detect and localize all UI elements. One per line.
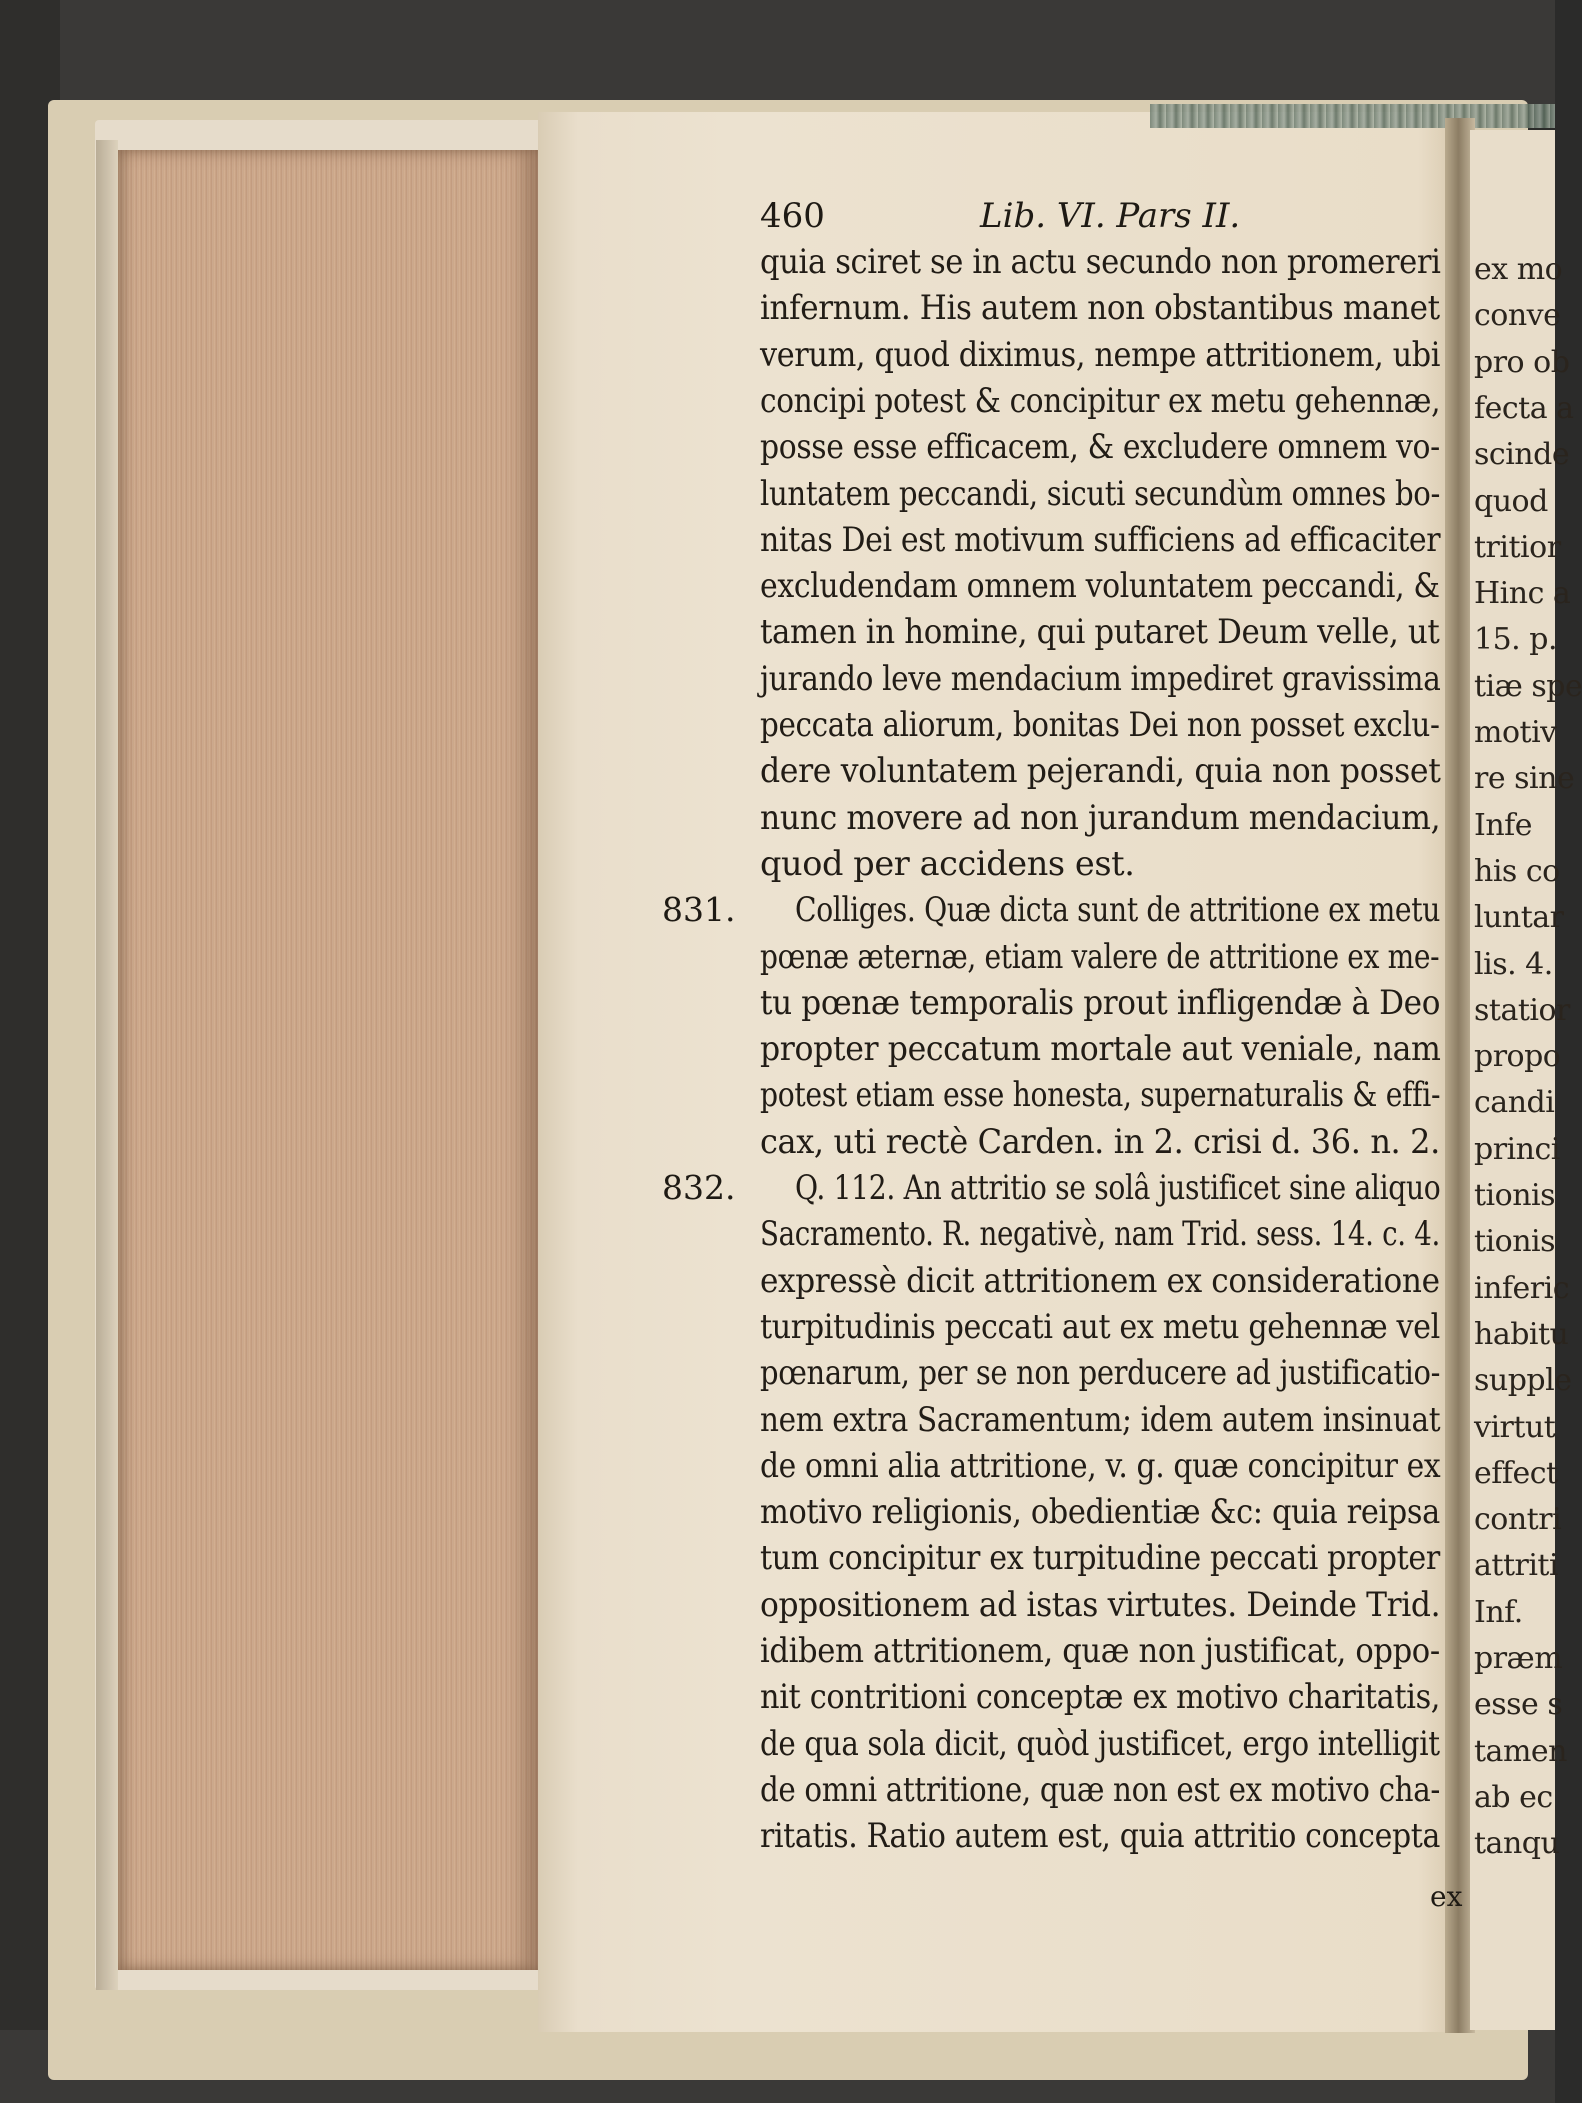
text-line: quia sciret se in actu secundo non promereri [760,242,1441,281]
facing-text-line: princi [1474,1131,1560,1167]
facing-text-line: effect [1474,1455,1558,1491]
text-line: nit contritioni conceptæ ex motivo charitatis, [760,1677,1441,1717]
table-background-top [0,0,1555,110]
facing-page [1470,130,1582,2030]
facing-text-line: habitu [1474,1316,1569,1352]
facing-text-line: contri [1474,1502,1562,1538]
facing-text-line: quod [1474,483,1548,519]
text-line: nem extra Sacramentum; idem autem insinuat [760,1399,1441,1439]
text-line: cax, uti rectè Carden. in 2. crisi d. 36. n. 2. [760,1121,1440,1161]
text-line: propter peccatum mortale aut veniale, nam [760,1029,1441,1069]
facing-text-line: fecta a [1474,390,1574,426]
facing-text-line: candi [1474,1085,1555,1121]
paragraph-number: 831. [662,890,736,929]
facing-text-line: supple [1474,1363,1572,1399]
facing-text-line: ab ec [1474,1779,1553,1815]
facing-text-line: lis. 4. [1474,946,1553,982]
facing-text-line: attriti [1474,1548,1559,1584]
page-header [760,196,1300,240]
facing-text-line: scinde [1474,437,1570,473]
text-line: tum concipitur ex turpitudine peccati propter [760,1538,1440,1578]
text-line: pœnarum, per se non perducere ad justificatio- [760,1353,1441,1393]
running-head: Lib. VI. Pars II. [980,196,1241,236]
facing-text-line: luntar [1474,900,1564,936]
text-line: peccata aliorum, bonitas Dei non posset exclu- [760,705,1440,744]
facing-text-line: pro ob [1474,344,1570,380]
text-line: de omni attritione, quæ non est ex motivo cha- [760,1769,1440,1809]
facing-text-line: tionis [1474,1178,1556,1213]
headband [1150,104,1555,128]
text-line: posse esse efficacem, & excludere omnem vo- [760,427,1440,467]
facing-text-line: Inf. [1474,1594,1523,1630]
text-line: idibem attritionem, quæ non justificat, oppo- [760,1631,1440,1670]
text-line: concipi potest & concipitur ex metu gehennæ, [760,380,1441,420]
page-number: 460 [760,196,825,236]
text-line: quod per accidens est. [760,843,1135,883]
facing-text-line: propo [1474,1039,1561,1075]
text-line: oppositionem ad istas virtutes. Deinde Trid. [760,1584,1441,1624]
facing-text-line: tionis [1474,1224,1556,1260]
text-line: Colliges. Quæ dicta sunt de attritione ex metu [795,890,1441,930]
facing-text-line: inferic [1474,1270,1570,1306]
facing-text-line: statior [1474,992,1570,1028]
facing-text-line: virtut [1474,1409,1556,1445]
text-line: de omni alia attritione, v. g. quæ concipitur ex [760,1445,1441,1485]
facing-text-line: Infe [1474,807,1533,843]
cover-fold [96,140,118,1990]
text-line: luntatem peccandi, sicuti secundùm omnes bo- [760,473,1441,513]
facing-text-line: præm [1474,1641,1563,1676]
text-line: dere voluntatem pejerandi, quia non posset [760,751,1441,791]
text-line: expressè dicit attritionem ex consideratione [760,1260,1440,1300]
text-line: verum, quod diximus, nempe attritionem, ubi [760,334,1441,374]
text-line: infernum. His autem non obstantibus manet [760,288,1440,328]
facing-text-line: tanqu [1474,1826,1560,1862]
text-line: nitas Dei est motivum sufficiens ad efficaciter [760,519,1441,559]
text-line: ritatis. Ratio autem est, quia attritio concepta [760,1816,1440,1856]
facing-text-line: tritior [1474,529,1561,565]
facing-text-line: ex mo [1474,252,1563,287]
text-line: jurando leve mendacium impediret gravissima [760,658,1441,698]
text-line: excludendam omnem voluntatem peccandi, & [760,566,1440,606]
text-line: turpitudinis peccati aut ex metu gehennæ vel [760,1306,1440,1346]
text-line: pœnæ æternæ, etiam valere de attritione ex me- [760,936,1440,976]
catchword: ex [1430,1880,1463,1913]
facing-text-line: his co [1474,853,1560,889]
facing-text-line: tamen [1474,1733,1567,1769]
paragraph-number: 832. [662,1168,736,1207]
text-line: motivo religionis, obedientiæ &c: quia reipsa [760,1492,1440,1532]
facing-text-line: tiæ spe [1474,668,1582,704]
text-line: de qua sola dicit, quòd justificet, ergo intelligit [760,1723,1440,1763]
text-line: potest etiam esse honesta, supernaturalis & effi- [760,1075,1441,1115]
facing-text-line: Hinc a [1474,576,1571,612]
facing-text-line: conve [1474,298,1561,334]
facing-text-line: motiv [1474,715,1557,750]
text-line: Sacramento. R. negativè, nam Trid. sess. 14. c. 4. [760,1214,1440,1254]
facing-text-line: esse s [1474,1687,1563,1723]
page-block-fore-edge [118,150,538,1970]
text-line: nunc movere ad non jurandum mendacium, [760,797,1441,837]
facing-text-line: re sine [1474,761,1575,797]
text-line: tamen in homine, qui putaret Deum velle, ut [760,612,1440,652]
text-line: tu pœnæ temporalis prout infligendæ à Deo [760,982,1441,1022]
text-line: Q. 112. An attritio se solâ justificet sine aliquo [795,1168,1441,1207]
facing-text-line: 15. p. [1474,622,1557,658]
